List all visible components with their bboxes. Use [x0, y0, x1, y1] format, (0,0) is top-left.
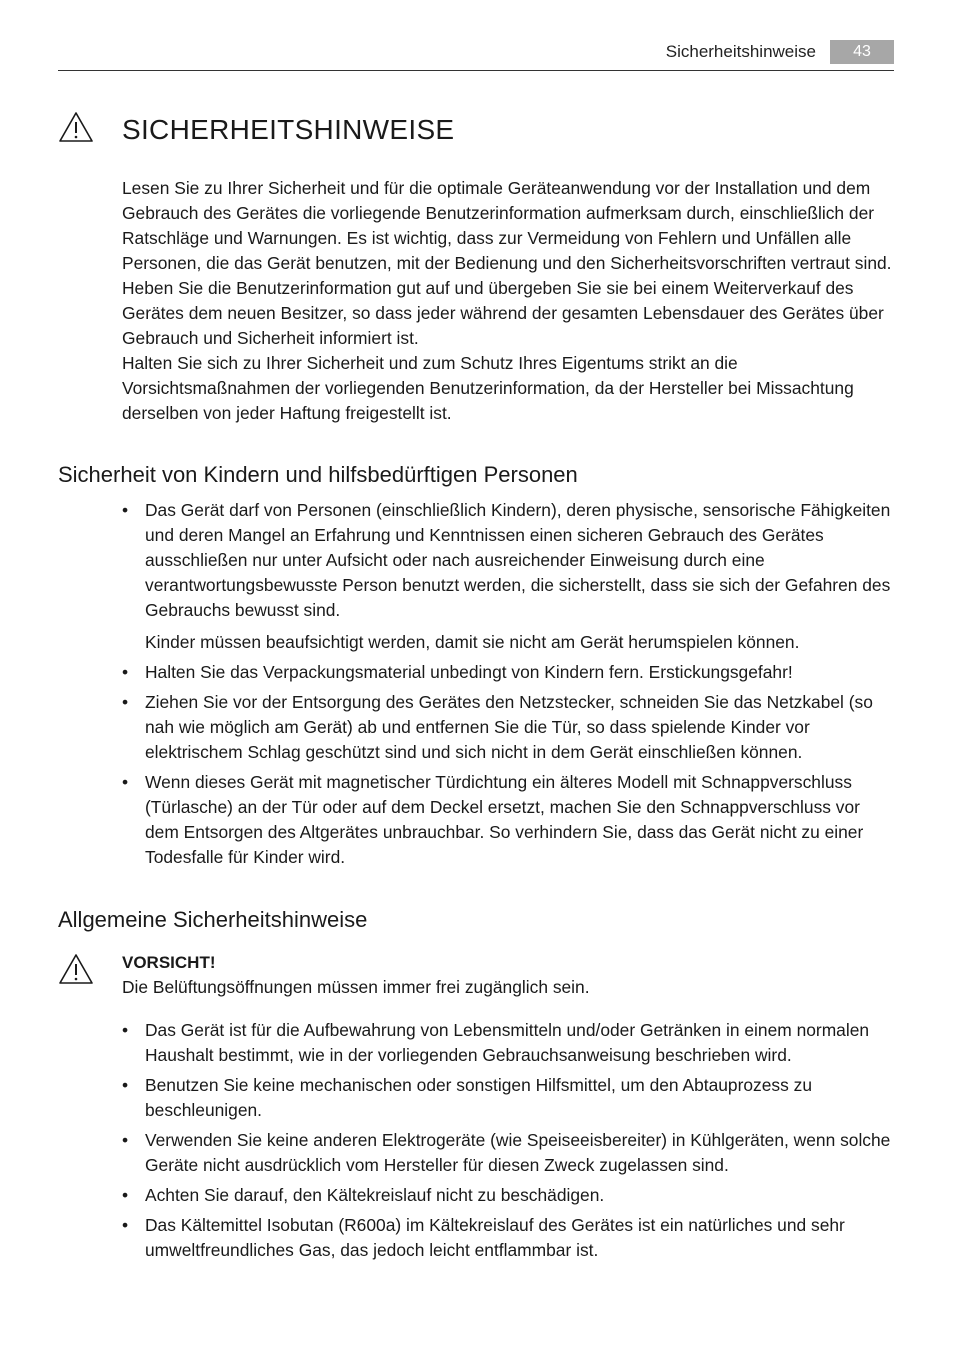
general-safety-list	[122, 1018, 898, 1268]
section-heading-general: Allgemeine Sicherheitshinweise	[58, 907, 368, 932]
intro-paragraph: Lesen Sie zu Ihrer Sicherheit und für die optimale Geräteanwendung vor der Installation und dem Gebrauch des Gerätes die vorliegende Benutzerinformation aufmerksam durch, einschließlich der Ratschläge und Warnungen. Es ist wichtig, dass zur Vermeidung von Fehlern und Unfällen alle Personen, die das Gerät benutzen, mit der Bedienung und den Sicherheitsvorschriften vertraut sind. Heben Sie die Benutzerinformation gut auf und übergeben Sie sie bei einem Weiterverkauf des Gerätes dem neuen Besitzer, so dass jeder während der gesamten Lebensdauer des Gerätes über Gebrauch und Sicherheit informiert ist.	[122, 178, 892, 348]
list-item	[122, 1018, 898, 1068]
intro-paragraph: Halten Sie sich zu Ihrer Sicherheit und zum Schutz Ihres Eigentums strikt an die Vorsichtsmaßnahmen der vorliegenden Benutzerinformation, da der Hersteller bei Missachtung derselben von jeder Haftung freigestellt ist.	[122, 353, 854, 423]
children-safety-list	[122, 498, 898, 875]
list-item-text: Das Kältemittel Isobutan (R600a) im Kältekreislauf des Gerätes ist ein natürliches und sehr umweltfreundliches Gas, das jedoch leicht entflammbar ist.	[145, 1215, 845, 1260]
header-title: Sicherheitshinweise	[665, 42, 816, 61]
list-item	[122, 770, 898, 870]
list-item-text: Benutzen Sie keine mechanischen oder sonstigen Hilfsmittel, um den Abtauprozess zu beschleunigen.	[145, 1075, 813, 1120]
warning-triangle-icon	[58, 111, 94, 143]
list-item-text: Das Gerät ist für die Aufbewahrung von Lebensmitteln und/oder Getränken in einem normalen Haushalt bestimmt, wie in der vorliegenden Gebrauchsanweisung beschrieben wird.	[145, 1020, 870, 1065]
list-item	[122, 690, 898, 765]
list-item-text: Das Gerät darf von Personen (einschließlich Kindern), deren physische, sensorische Fähigkeiten und deren Mangel an Erfahrung und Kenntnissen einen sicheren Gebrauch des Gerätes ausschließen nur unter Aufsicht oder nach ausreichender Einweisung durch eine verantwortungsbewusste Person benutzt werden, die sicherstellt, dass sie sich der Gefahren des Gebrauchs bewusst sind.	[145, 500, 891, 620]
list-item-text: Halten Sie das Verpackungsmaterial unbedingt von Kindern fern. Erstickungsgefahr!	[145, 662, 793, 682]
list-item-text: Wenn dieses Gerät mit magnetischer Türdichtung ein älteres Modell mit Schnappverschluss (Türlasche) an der Tür oder auf dem Deckel ersetzt, machen Sie den Schnappverschluss vor dem Entsorgen des Altgerätes unbrauchbar. So verhindern Sie, dass das Gerät nicht zu einer Todesfalle für Kinder wird.	[145, 772, 864, 867]
list-item	[122, 1183, 898, 1208]
list-item-text: Ziehen Sie vor der Entsorgung des Gerätes den Netzstecker, schneiden Sie das Netzkabel (so nah wie möglich am Gerät) ab und entfernen Sie die Tür, so dass spielende Kinder vor elektrischem Schlag geschützt sind und sich nicht in dem Gerät einschließen können.	[145, 692, 873, 762]
caution-note	[122, 950, 898, 1000]
list-item	[122, 498, 898, 655]
page-header	[58, 40, 894, 71]
page-title: SICHERHEITSHINWEISE	[122, 114, 455, 145]
page-number: 43	[830, 40, 894, 64]
list-item	[122, 660, 898, 685]
list-item	[122, 1213, 898, 1263]
caution-label: VORSICHT!	[122, 953, 216, 972]
warning-triangle-icon	[58, 953, 94, 985]
section-heading-children: Sicherheit von Kindern und hilfsbedürftigen Personen	[58, 462, 578, 487]
list-item-note: Kinder müssen beaufsichtigt werden, damit sie nicht am Gerät herumspielen können.	[145, 632, 800, 652]
list-item-text: Achten Sie darauf, den Kältekreislauf nicht zu beschädigen.	[145, 1185, 605, 1205]
list-item	[122, 1073, 898, 1123]
intro-text	[122, 176, 898, 426]
list-item	[122, 1128, 898, 1178]
caution-text: Die Belüftungsöffnungen müssen immer frei zugänglich sein.	[122, 977, 590, 997]
list-item-text: Verwenden Sie keine anderen Elektrogeräte (wie Speiseeisbereiter) in Kühlgeräten, wenn solche Geräte nicht ausdrücklich vom Hersteller für diesen Zweck zugelassen sind.	[145, 1130, 891, 1175]
